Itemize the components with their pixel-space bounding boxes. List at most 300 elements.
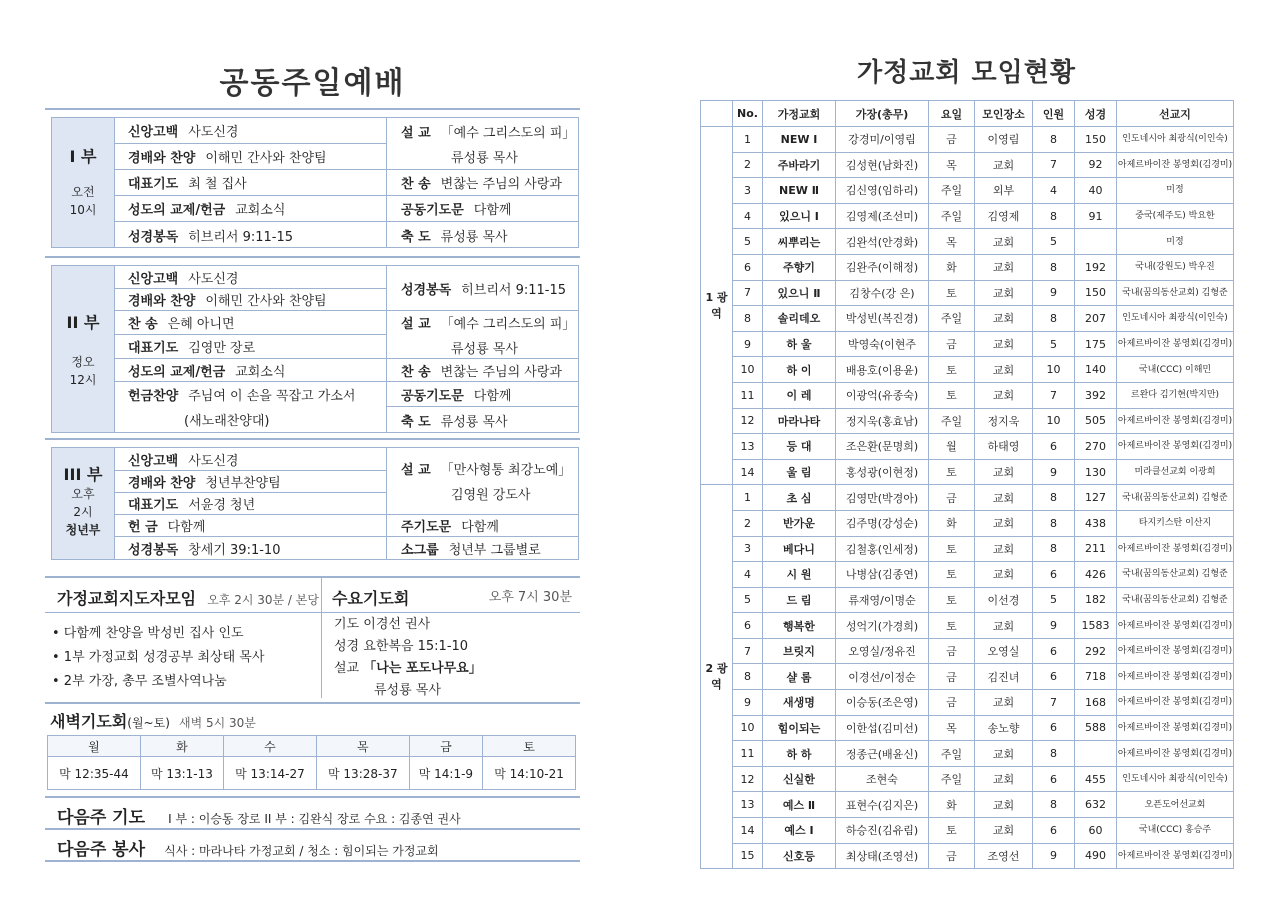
count-cell: 7	[1033, 382, 1075, 408]
table-row	[701, 766, 1234, 792]
no-cell: 9	[733, 690, 763, 716]
table-row	[701, 331, 1234, 357]
count-cell: 5	[1033, 587, 1075, 613]
order-row: 성경봉독 히브리서 9:11-15	[128, 229, 294, 245]
table-row	[701, 178, 1234, 204]
leader-cell: 표현수(김지은)	[836, 792, 929, 818]
leader-cell: 김주명(강성순)	[836, 510, 929, 536]
day-cell: 주일	[929, 741, 975, 767]
count-cell: 8	[1033, 127, 1075, 153]
no-cell: 7	[733, 280, 763, 306]
place-cell: 교회	[975, 536, 1033, 562]
leader-cell: 나병삼(김종연)	[836, 562, 929, 588]
bible-cell: 40	[1075, 178, 1117, 204]
mission-cell: 인도네시아 최광식(이인숙)	[1117, 127, 1234, 153]
order-row: 축 도 류성룡 목사	[386, 222, 578, 248]
bible-cell: 91	[1075, 203, 1117, 229]
leader-cell: 류재영/이명순	[836, 587, 929, 613]
order-row: 소그룹 청년부 그룹별로	[386, 537, 578, 560]
day-cell: 토	[929, 587, 975, 613]
order-row: 성경봉독 히브리서 9:11-15	[386, 266, 578, 311]
church-cell: 울 림	[763, 459, 836, 485]
house-church-table	[700, 100, 1234, 869]
mission-cell: 아제르바이잔 봉영회(김경미)	[1117, 741, 1234, 767]
church-cell: 힘이되는	[763, 715, 836, 741]
table-row	[701, 715, 1234, 741]
order-row: 성도의 교제/헌금 교회소식	[114, 359, 386, 382]
no-cell: 2	[733, 152, 763, 178]
service-1-box	[51, 117, 579, 248]
church-cell: 있으니 Ⅱ	[763, 280, 836, 306]
church-cell: 하 울	[763, 331, 836, 357]
table-row	[701, 408, 1234, 434]
order-row: 경배와 찬양 이해민 간사와 찬양팀	[114, 289, 386, 311]
table-row	[701, 152, 1234, 178]
divider	[45, 828, 580, 830]
order-row: 신앙고백 사도신경	[114, 266, 386, 289]
count-cell: 5	[1033, 229, 1075, 255]
sermon-cell: 설 교 「예수 그리스도의 피」 류성룡 목사	[386, 118, 578, 170]
no-cell: 1	[733, 127, 763, 153]
mission-cell: 아제르바이잔 봉영회(김경미)	[1117, 715, 1234, 741]
next-service: 다음주 봉사 식사 : 마라나타 가정교회 / 청소 : 힘이되는 가정교회	[57, 840, 439, 860]
order-row: 공동기도문 다함께	[386, 382, 578, 407]
order-row: 경배와 찬양 청년부찬양팀	[114, 471, 386, 493]
day-cell: 토	[929, 562, 975, 588]
bible-cell: 505	[1075, 408, 1117, 434]
church-cell: 시 원	[763, 562, 836, 588]
church-cell: 새생명	[763, 690, 836, 716]
leader-cell: 김신영(임하리)	[836, 178, 929, 204]
leader-cell: 김성현(남화진)	[836, 152, 929, 178]
mission-cell: 국내(꿈의동산교회) 김형준	[1117, 587, 1234, 613]
day-cell: 토	[929, 382, 975, 408]
count-cell: 7	[1033, 690, 1075, 716]
count-cell: 8	[1033, 306, 1075, 332]
leaders-heading: 가정교회지도자모임 오후 2시 30분 / 본당	[57, 589, 319, 608]
list-item: • 2부 가장, 총무 조별사역나눔	[52, 674, 227, 689]
leader-cell: 김완주(이해정)	[836, 254, 929, 280]
church-cell: 씨뿌리는	[763, 229, 836, 255]
place-cell: 외부	[975, 178, 1033, 204]
place-cell: 교회	[975, 331, 1033, 357]
table-row	[701, 741, 1234, 767]
count-cell: 8	[1033, 741, 1075, 767]
table-row	[701, 203, 1234, 229]
divider	[45, 576, 580, 578]
no-cell: 15	[733, 843, 763, 869]
bible-cell: 718	[1075, 664, 1117, 690]
bible-cell: 632	[1075, 792, 1117, 818]
day-cell: 목	[929, 229, 975, 255]
count-cell: 6	[1033, 766, 1075, 792]
table-row	[701, 562, 1234, 588]
order-row: (새노래찬양대)	[184, 414, 270, 429]
leader-cell: 오영실/정유진	[836, 638, 929, 664]
order-row: 축 도 류성룡 목사	[386, 407, 578, 433]
day-cell: 화	[929, 792, 975, 818]
service-2-label: II 부 정오 12시	[52, 266, 115, 432]
table-row	[701, 664, 1234, 690]
title-divider	[45, 108, 580, 110]
no-cell: 8	[733, 306, 763, 332]
region-cell: 2 광 역	[701, 485, 733, 869]
order-row: 찬 송 변찮는 주님의 사랑과	[386, 170, 578, 196]
day-cell: 주일	[929, 178, 975, 204]
place-cell: 송노향	[975, 715, 1033, 741]
place-cell: 김진녀	[975, 664, 1033, 690]
day-cell: 금	[929, 127, 975, 153]
day-cell: 주일	[929, 766, 975, 792]
leader-cell: 조현숙	[836, 766, 929, 792]
church-cell: 초 심	[763, 485, 836, 511]
place-cell: 교회	[975, 613, 1033, 639]
leader-cell: 김영제(조선미)	[836, 203, 929, 229]
service-1-label: I 부 오전 10시	[52, 118, 115, 247]
no-cell: 14	[733, 818, 763, 844]
order-row: 대표기도 서윤경 청년	[114, 493, 386, 515]
no-cell: 8	[733, 664, 763, 690]
count-cell: 6	[1033, 818, 1075, 844]
bible-cell: 175	[1075, 331, 1117, 357]
day-cell: 토	[929, 613, 975, 639]
bible-cell: 438	[1075, 510, 1117, 536]
order-row: 찬 송 은혜 아니면	[114, 311, 386, 335]
mission-cell: 아제르바이잔 봉영회(김경미)	[1117, 638, 1234, 664]
church-cell: 이 레	[763, 382, 836, 408]
count-cell: 8	[1033, 792, 1075, 818]
no-cell: 13	[733, 434, 763, 460]
count-cell: 8	[1033, 203, 1075, 229]
no-cell: 11	[733, 741, 763, 767]
church-cell: 신호등	[763, 843, 836, 869]
count-cell: 6	[1033, 434, 1075, 460]
leader-cell: 정종근(배윤신)	[836, 741, 929, 767]
mission-cell: 아제르바이잔 봉영회(김경미)	[1117, 613, 1234, 639]
mission-cell: 국내(CCC) 이해민	[1117, 357, 1234, 383]
leader-cell: 최상태(조영선)	[836, 843, 929, 869]
service-3-box	[51, 447, 579, 560]
leaders-list	[52, 622, 318, 694]
no-cell: 10	[733, 715, 763, 741]
place-cell: 교회	[975, 766, 1033, 792]
leader-cell: 강경미/이영림	[836, 127, 929, 153]
table-row	[701, 229, 1234, 255]
place-cell: 김영제	[975, 203, 1033, 229]
day-cell: 화	[929, 510, 975, 536]
wednesday-details: 기도 이경선 권사 성경 요한복음 15:1-10 설교 「나는 포도나무요」 류성룡 목사	[334, 617, 482, 698]
mission-cell: 중국(제주도) 박요한	[1117, 203, 1234, 229]
table-row	[701, 280, 1234, 306]
service-3-label: III 부 오후 2시 청년부	[52, 448, 115, 559]
bible-cell: 455	[1075, 766, 1117, 792]
count-cell: 5	[1033, 331, 1075, 357]
table-row: 막 12:35-44 막 13:1-13 막 13:14-27 막 13:28-37 막 14:1-9 막 14:10-21	[48, 757, 576, 790]
day-cell: 토	[929, 818, 975, 844]
count-cell: 8	[1033, 485, 1075, 511]
table-header-row: No. 가정교회 가장(총무) 요일 모인장소 인원 성경 선교지	[701, 101, 1234, 127]
column-divider	[321, 576, 322, 698]
order-row: 성도의 교제/헌금 교회소식	[114, 196, 386, 222]
no-cell: 6	[733, 254, 763, 280]
no-cell: 9	[733, 331, 763, 357]
list-item: • 다함께 찬양을 박성빈 집사 인도	[52, 626, 244, 641]
mission-cell: 타지키스탄 이산지	[1117, 510, 1234, 536]
place-cell: 교회	[975, 510, 1033, 536]
bible-cell: 211	[1075, 536, 1117, 562]
bible-cell: 60	[1075, 818, 1117, 844]
place-cell: 교회	[975, 690, 1033, 716]
count-cell: 7	[1033, 152, 1075, 178]
table-row	[701, 127, 1234, 153]
mission-cell: 국내(꿈의동산교회) 김형준	[1117, 562, 1234, 588]
church-cell: 행복한	[763, 613, 836, 639]
divider	[45, 796, 580, 798]
page-title: 공동주일예배	[219, 66, 406, 101]
mission-cell: 인도네시아 최광식(이인숙)	[1117, 306, 1234, 332]
divider	[45, 612, 580, 613]
count-cell: 6	[1033, 562, 1075, 588]
mission-cell: 아제르바이잔 봉영회(김경미)	[1117, 690, 1234, 716]
bible-cell: 130	[1075, 459, 1117, 485]
church-cell: 예스 Ⅱ	[763, 792, 836, 818]
no-cell: 3	[733, 178, 763, 204]
leader-cell: 홍성광(이현정)	[836, 459, 929, 485]
church-cell: NEW Ⅱ	[763, 178, 836, 204]
no-cell: 12	[733, 766, 763, 792]
church-cell: 하 이	[763, 357, 836, 383]
church-cell: 드 림	[763, 587, 836, 613]
day-cell: 금	[929, 690, 975, 716]
mission-cell: 아제르바이잔 봉영회(김경미)	[1117, 536, 1234, 562]
bible-cell: 292	[1075, 638, 1117, 664]
day-cell: 토	[929, 357, 975, 383]
count-cell: 6	[1033, 638, 1075, 664]
order-row: 대표기도 최 철 집사	[114, 170, 386, 196]
place-cell: 교회	[975, 792, 1033, 818]
day-cell: 토	[929, 536, 975, 562]
leader-cell: 이광억(유종숙)	[836, 382, 929, 408]
divider	[45, 702, 580, 704]
mission-cell: 아제르바이잔 봉영회(김경미)	[1117, 664, 1234, 690]
sermon-cell: 설 교 「예수 그리스도의 피」 류성룡 목사	[386, 311, 578, 359]
bible-cell: 140	[1075, 357, 1117, 383]
place-cell: 교회	[975, 741, 1033, 767]
mission-cell: 아제르바이잔 봉영회(김경미)	[1117, 408, 1234, 434]
count-cell: 9	[1033, 459, 1075, 485]
no-cell: 13	[733, 792, 763, 818]
day-cell: 주일	[929, 306, 975, 332]
no-cell: 3	[733, 536, 763, 562]
no-cell: 1	[733, 485, 763, 511]
count-cell: 8	[1033, 510, 1075, 536]
table-row	[701, 510, 1234, 536]
order-row: 주기도문 다함께	[386, 515, 578, 537]
table-row	[701, 254, 1234, 280]
leader-cell: 이한섭(김미선)	[836, 715, 929, 741]
place-cell: 교회	[975, 152, 1033, 178]
leader-cell: 박영숙(이현주	[836, 331, 929, 357]
place-cell: 오영실	[975, 638, 1033, 664]
day-cell: 목	[929, 152, 975, 178]
table-row	[701, 587, 1234, 613]
bible-cell: 168	[1075, 690, 1117, 716]
place-cell: 교회	[975, 306, 1033, 332]
church-cell: 브릿지	[763, 638, 836, 664]
bible-cell: 127	[1075, 485, 1117, 511]
bible-cell: 588	[1075, 715, 1117, 741]
church-cell: 주바라기	[763, 152, 836, 178]
order-row: 신앙고백 사도신경	[114, 118, 386, 144]
place-cell: 조영선	[975, 843, 1033, 869]
mission-cell: 미정	[1117, 229, 1234, 255]
no-cell: 14	[733, 459, 763, 485]
place-cell: 교회	[975, 229, 1033, 255]
count-cell: 9	[1033, 843, 1075, 869]
place-cell: 이영림	[975, 127, 1033, 153]
bible-cell: 207	[1075, 306, 1117, 332]
no-cell: 12	[733, 408, 763, 434]
leader-cell: 배용호(이용윤)	[836, 357, 929, 383]
day-cell: 금	[929, 638, 975, 664]
mission-cell: 국내(꿈의동산교회) 김형준	[1117, 485, 1234, 511]
order-row: 찬 송 변찮는 주님의 사랑과	[386, 359, 578, 382]
list-item: • 1부 가정교회 성경공부 최상태 목사	[52, 650, 265, 665]
church-cell: 주향기	[763, 254, 836, 280]
day-cell: 금	[929, 843, 975, 869]
table-row	[701, 357, 1234, 383]
church-cell: 샬 롬	[763, 664, 836, 690]
table-row	[701, 382, 1234, 408]
table-row	[701, 306, 1234, 332]
divider	[45, 438, 580, 440]
table-row	[701, 843, 1234, 869]
house-church-title: 가정교회 모임현황	[857, 58, 1076, 88]
table-row	[701, 485, 1234, 511]
church-cell: 솔리데오	[763, 306, 836, 332]
table-row	[701, 690, 1234, 716]
bible-cell: 490	[1075, 843, 1117, 869]
count-cell: 6	[1033, 664, 1075, 690]
divider	[45, 256, 580, 258]
no-cell: 10	[733, 357, 763, 383]
no-cell: 4	[733, 203, 763, 229]
table-row	[701, 613, 1234, 639]
day-cell: 목	[929, 715, 975, 741]
day-cell: 금	[929, 331, 975, 357]
church-cell: 등 대	[763, 434, 836, 460]
place-cell: 교회	[975, 357, 1033, 383]
bible-cell: 182	[1075, 587, 1117, 613]
no-cell: 11	[733, 382, 763, 408]
bible-cell: 192	[1075, 254, 1117, 280]
mission-cell: 국내(강원도) 박우진	[1117, 254, 1234, 280]
table-row	[701, 536, 1234, 562]
next-prayer: 다음주 기도 I 부 : 이승동 장로 II 부 : 김완식 장로 수요 : 김종연 권사	[57, 808, 461, 828]
mission-cell: 미정	[1117, 178, 1234, 204]
leader-cell: 이경선/이정순	[836, 664, 929, 690]
no-cell: 6	[733, 613, 763, 639]
place-cell: 교회	[975, 254, 1033, 280]
table-row	[701, 459, 1234, 485]
no-cell: 7	[733, 638, 763, 664]
bible-cell: 1583	[1075, 613, 1117, 639]
leader-cell: 조은환(문명희)	[836, 434, 929, 460]
mission-cell: 오픈도어선교회	[1117, 792, 1234, 818]
no-cell: 5	[733, 229, 763, 255]
mission-cell: 아제르바이잔 봉영회(김경미)	[1117, 152, 1234, 178]
mission-cell: 미라클선교회 이광희	[1117, 459, 1234, 485]
dawn-schedule-table	[47, 735, 576, 790]
bible-cell	[1075, 741, 1117, 767]
day-cell: 월	[929, 434, 975, 460]
table-row	[701, 638, 1234, 664]
leader-cell: 김완석(안경화)	[836, 229, 929, 255]
day-cell: 금	[929, 664, 975, 690]
no-cell: 4	[733, 562, 763, 588]
leader-cell: 김창수(강 은)	[836, 280, 929, 306]
order-row: 공동기도문 다함께	[386, 196, 578, 222]
wednesday-heading: 수요기도회 오후 7시 30분	[332, 589, 572, 608]
place-cell: 이선경	[975, 587, 1033, 613]
service-2-box	[51, 265, 579, 433]
count-cell: 10	[1033, 357, 1075, 383]
count-cell: 4	[1033, 178, 1075, 204]
bible-cell: 150	[1075, 280, 1117, 306]
church-cell: 있으니 Ⅰ	[763, 203, 836, 229]
mission-cell: 르완다 김기현(박지만)	[1117, 382, 1234, 408]
mission-cell: 국내(CCC) 홍승주	[1117, 818, 1234, 844]
church-cell: 신실한	[763, 766, 836, 792]
order-row: 대표기도 김영만 장로	[114, 335, 386, 359]
place-cell: 교회	[975, 562, 1033, 588]
order-row: 성경봉독 창세기 39:1-10	[128, 543, 281, 558]
leader-cell: 김영만(박경아)	[836, 485, 929, 511]
mission-cell: 아제르바이잔 봉영회(김경미)	[1117, 331, 1234, 357]
table-row	[701, 818, 1234, 844]
place-cell: 교회	[975, 818, 1033, 844]
no-cell: 5	[733, 587, 763, 613]
bible-cell: 150	[1075, 127, 1117, 153]
mission-cell: 국내(꿈의동산교회) 김형준	[1117, 280, 1234, 306]
place-cell: 교회	[975, 485, 1033, 511]
leader-cell: 박성빈(복진경)	[836, 306, 929, 332]
church-cell: 하 하	[763, 741, 836, 767]
place-cell: 하태영	[975, 434, 1033, 460]
no-cell: 2	[733, 510, 763, 536]
church-cell: 베다니	[763, 536, 836, 562]
day-cell: 금	[929, 485, 975, 511]
order-row: 헌 금 다함께	[114, 515, 386, 537]
order-row: 경배와 찬양 이해민 간사와 찬양팀	[114, 144, 386, 170]
church-cell: NEW Ⅰ	[763, 127, 836, 153]
count-cell: 10	[1033, 408, 1075, 434]
count-cell: 9	[1033, 280, 1075, 306]
day-cell: 토	[929, 280, 975, 306]
church-cell: 마라나타	[763, 408, 836, 434]
table-row	[701, 434, 1234, 460]
day-cell: 토	[929, 459, 975, 485]
table-row: 월 화 수 목 금 토	[48, 736, 576, 757]
church-cell: 반가운	[763, 510, 836, 536]
order-row: 신앙고백 사도신경	[114, 448, 386, 471]
count-cell: 8	[1033, 254, 1075, 280]
bible-cell: 392	[1075, 382, 1117, 408]
leader-cell: 성억기(가경희)	[836, 613, 929, 639]
leader-cell: 이승동(조은영)	[836, 690, 929, 716]
mission-cell: 아제르바이잔 봉영회(김경미)	[1117, 843, 1234, 869]
day-cell: 주일	[929, 203, 975, 229]
